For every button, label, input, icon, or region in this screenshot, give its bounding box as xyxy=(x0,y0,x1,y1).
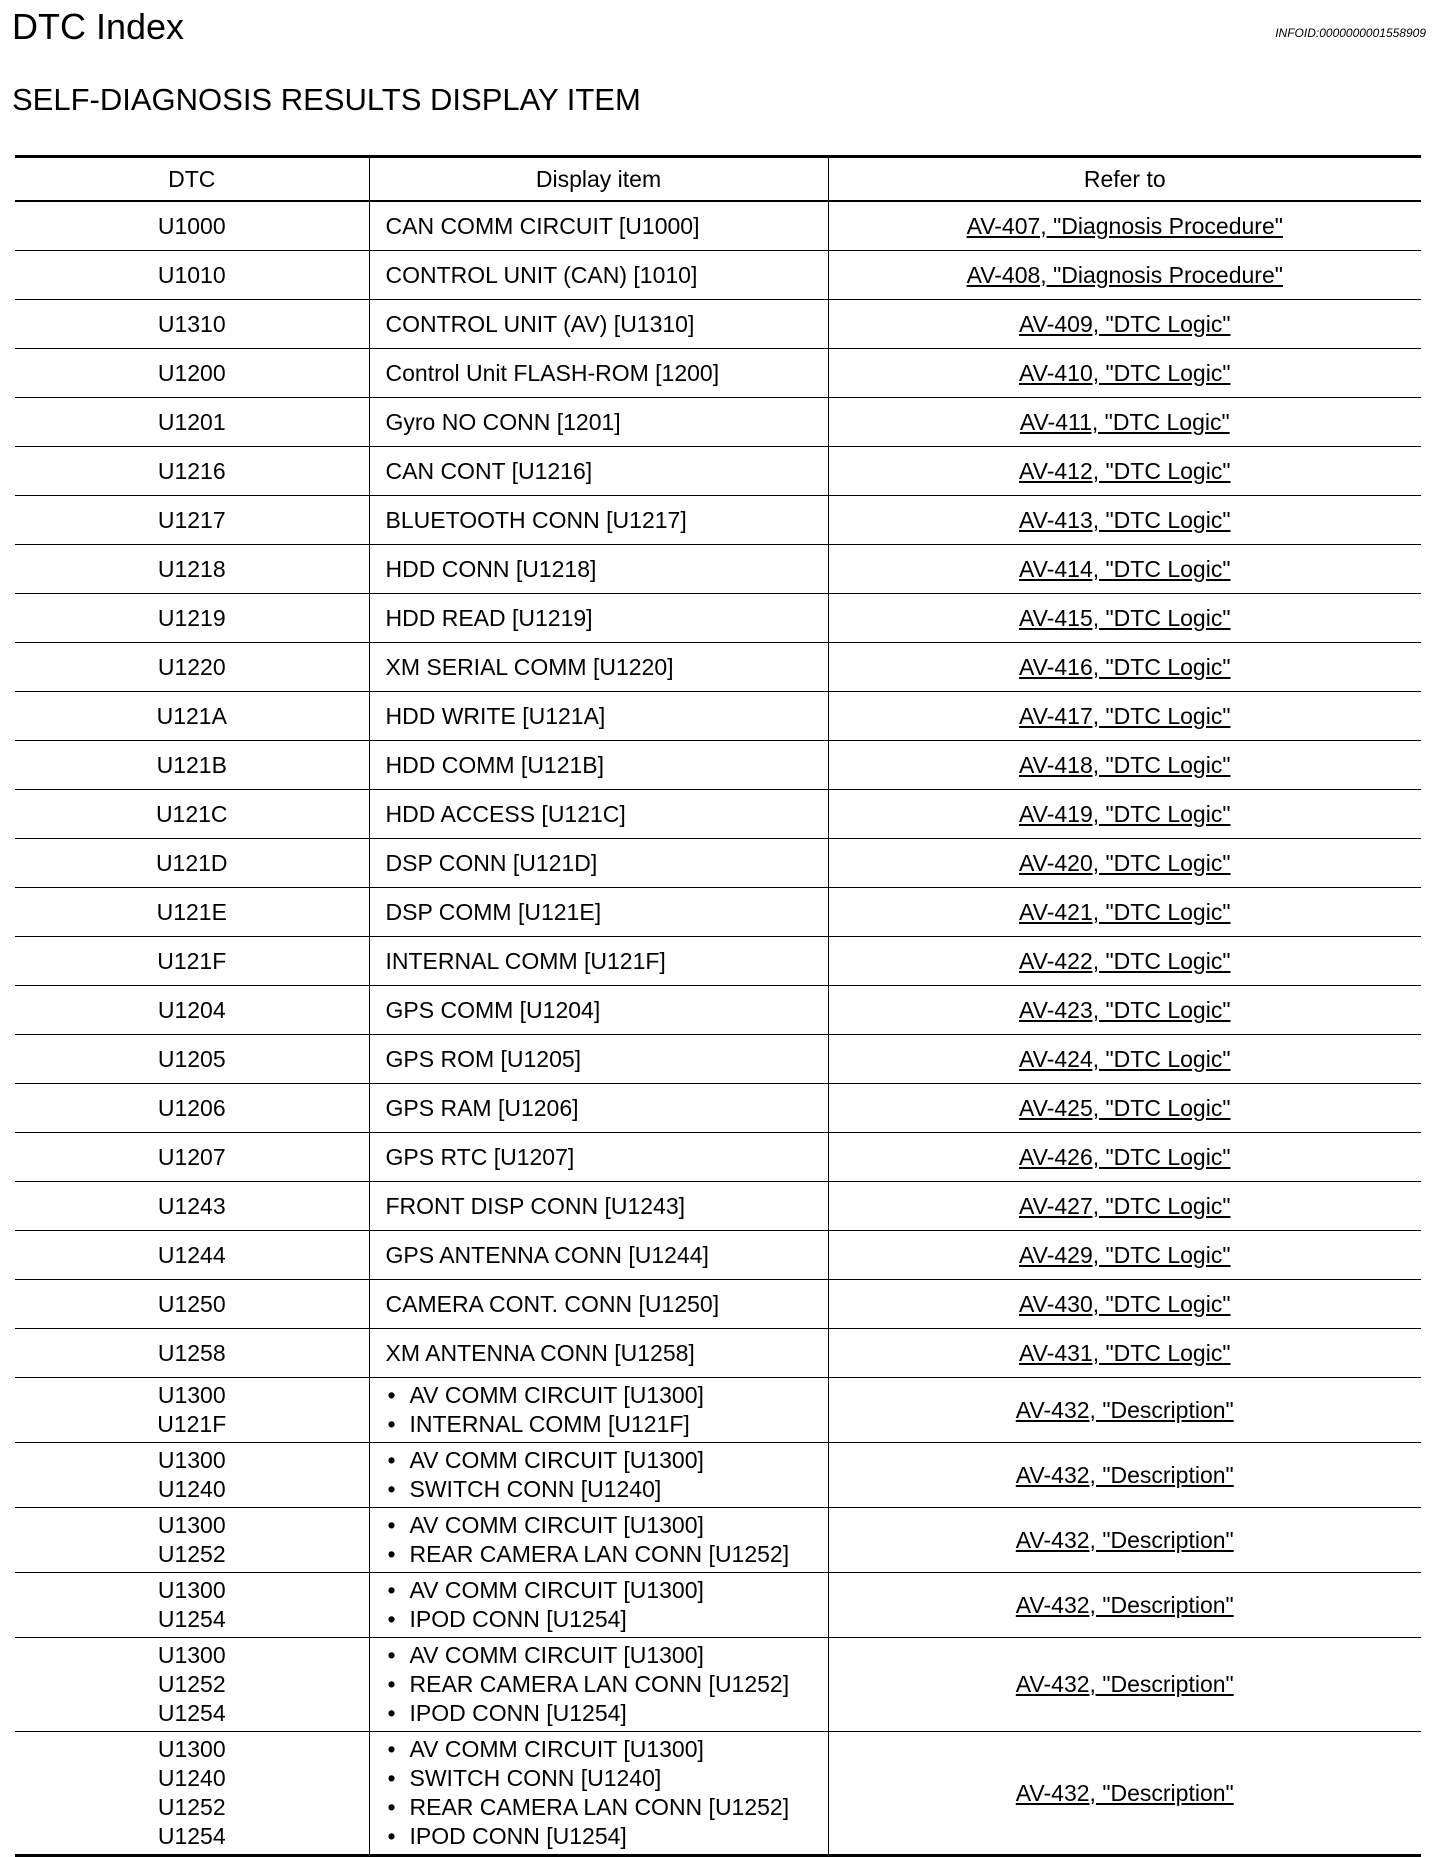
display-item-text: • REAR CAMERA LAN CONN [U1252] xyxy=(386,1670,812,1699)
table-row xyxy=(15,1133,1421,1182)
display-item-text: Gyro NO CONN [1201] xyxy=(385,408,621,435)
display-item-text: • REAR CAMERA LAN CONN [U1252] xyxy=(386,1793,812,1822)
dtc-cell xyxy=(15,201,369,251)
dtc-cell xyxy=(15,1508,369,1573)
dtc-cell xyxy=(15,349,369,398)
table-row xyxy=(15,1035,1421,1084)
display-item-cell xyxy=(369,1573,828,1638)
table-row xyxy=(15,986,1421,1035)
display-item-text: XM ANTENNA CONN [U1258] xyxy=(385,1339,695,1366)
table-row xyxy=(15,251,1421,300)
refer-to-cell xyxy=(828,496,1421,545)
refer-to-link[interactable]: AV-432, "Description" xyxy=(1015,1461,1234,1488)
refer-to-cell xyxy=(828,1231,1421,1280)
refer-to-cell xyxy=(828,349,1421,398)
dtc-cell xyxy=(15,1280,369,1329)
refer-to-cell xyxy=(828,1573,1421,1638)
display-item-list xyxy=(386,1735,812,1851)
display-item-text: GPS ANTENNA CONN [U1244] xyxy=(385,1241,709,1268)
refer-to-cell xyxy=(828,1638,1421,1732)
display-item-cell xyxy=(369,1231,828,1280)
dtc-code: U1240 xyxy=(157,1765,226,1791)
refer-to-cell xyxy=(828,1732,1421,1856)
table-row xyxy=(15,839,1421,888)
display-item-text: • AV COMM CIRCUIT [U1300] xyxy=(386,1381,812,1410)
refer-to-cell xyxy=(828,447,1421,496)
dtc-cell xyxy=(15,1182,369,1231)
dtc-cell xyxy=(15,1443,369,1508)
page-title: DTC Index xyxy=(12,6,185,47)
dtc-cell xyxy=(15,496,369,545)
refer-to-link[interactable]: AV-419, "DTC Logic" xyxy=(1019,800,1231,827)
table-row xyxy=(15,1378,1421,1443)
column-header-display-item: Display item xyxy=(369,157,828,202)
refer-to-cell xyxy=(828,790,1421,839)
refer-to-link[interactable]: AV-415, "DTC Logic" xyxy=(1019,604,1231,631)
refer-to-cell xyxy=(828,741,1421,790)
refer-to-link[interactable]: AV-414, "DTC Logic" xyxy=(1019,555,1231,582)
refer-to-cell xyxy=(828,986,1421,1035)
display-item-text: GPS ROM [U1205] xyxy=(385,1045,582,1072)
dtc-cell xyxy=(15,447,369,496)
display-item-text: Control Unit FLASH-ROM [1200] xyxy=(385,359,720,386)
info-id: INFOID:0000000001558909 xyxy=(1275,26,1426,40)
display-item-cell xyxy=(369,1329,828,1378)
display-item-list xyxy=(386,1381,812,1439)
display-item-cell xyxy=(369,986,828,1035)
refer-to-link[interactable]: AV-416, "DTC Logic" xyxy=(1019,653,1231,680)
display-item-text: • IPOD CONN [U1254] xyxy=(386,1605,812,1634)
dtc-code: U1218 xyxy=(157,555,226,582)
dtc-cell xyxy=(15,937,369,986)
display-item-cell xyxy=(369,398,828,447)
refer-to-link[interactable]: AV-411, "DTC Logic" xyxy=(1019,408,1230,435)
table-row xyxy=(15,1182,1421,1231)
dtc-code: U1219 xyxy=(157,604,226,631)
dtc-code: U1252 xyxy=(157,1794,226,1820)
table-row xyxy=(15,643,1421,692)
refer-to-cell xyxy=(828,594,1421,643)
dtc-cell xyxy=(15,1378,369,1443)
display-item-text: CONTROL UNIT (AV) [U1310] xyxy=(385,310,695,337)
dtc-cell xyxy=(15,1084,369,1133)
display-item-cell xyxy=(369,201,828,251)
dtc-cell xyxy=(15,251,369,300)
display-item-text: • REAR CAMERA LAN CONN [U1252] xyxy=(386,1540,812,1569)
dtc-code: U1243 xyxy=(157,1192,226,1219)
refer-to-cell xyxy=(828,839,1421,888)
dtc-code: U1205 xyxy=(157,1045,226,1072)
refer-to-cell xyxy=(828,1182,1421,1231)
display-item-text: HDD ACCESS [U121C] xyxy=(385,800,626,827)
dtc-code: U1220 xyxy=(157,653,226,680)
dtc-cell xyxy=(15,986,369,1035)
refer-to-cell xyxy=(828,1084,1421,1133)
dtc-cell xyxy=(15,1133,369,1182)
dtc-cell xyxy=(15,594,369,643)
column-header-dtc: DTC xyxy=(15,157,369,202)
display-item-text: GPS RAM [U1206] xyxy=(385,1094,579,1121)
refer-to-cell xyxy=(828,692,1421,741)
dtc-code: U1254 xyxy=(157,1606,226,1632)
display-item-cell xyxy=(369,545,828,594)
refer-to-cell xyxy=(828,1508,1421,1573)
display-item-list xyxy=(386,1446,812,1504)
dtc-index-table xyxy=(15,155,1421,1857)
dtc-cell xyxy=(15,545,369,594)
refer-to-link[interactable]: AV-408, "Diagnosis Procedure" xyxy=(966,261,1283,288)
refer-to-cell xyxy=(828,1329,1421,1378)
dtc-code: U1207 xyxy=(157,1143,226,1170)
dtc-code: U121C xyxy=(155,800,228,827)
refer-to-cell xyxy=(828,1035,1421,1084)
dtc-cell xyxy=(15,741,369,790)
table-row xyxy=(15,1732,1421,1856)
dtc-code: U1204 xyxy=(157,996,226,1023)
table-row xyxy=(15,790,1421,839)
refer-to-link[interactable]: AV-424, "DTC Logic" xyxy=(1019,1045,1231,1072)
display-item-text: • AV COMM CIRCUIT [U1300] xyxy=(386,1641,812,1670)
refer-to-link[interactable]: AV-432, "Description" xyxy=(1015,1779,1234,1806)
display-item-text: BLUETOOTH CONN [U1217] xyxy=(385,506,687,533)
display-item-cell xyxy=(369,1035,828,1084)
refer-to-link[interactable]: AV-425, "DTC Logic" xyxy=(1019,1094,1231,1121)
display-item-text: CAN COMM CIRCUIT [U1000] xyxy=(385,212,700,239)
display-item-text: • AV COMM CIRCUIT [U1300] xyxy=(386,1511,812,1540)
display-item-text: • SWITCH CONN [U1240] xyxy=(386,1764,812,1793)
dtc-code: U121D xyxy=(155,849,228,876)
refer-to-link[interactable]: AV-431, "DTC Logic" xyxy=(1019,1339,1231,1366)
display-item-text: CAMERA CONT. CONN [U1250] xyxy=(385,1290,720,1317)
dtc-code: U1206 xyxy=(157,1094,226,1121)
display-item-text: GPS COMM [U1204] xyxy=(385,996,601,1023)
dtc-cell xyxy=(15,888,369,937)
table-row xyxy=(15,1508,1421,1573)
display-item-cell xyxy=(369,594,828,643)
refer-to-link[interactable]: AV-422, "DTC Logic" xyxy=(1019,947,1231,974)
dtc-code: U1244 xyxy=(157,1241,226,1268)
dtc-code: U121F xyxy=(157,947,227,974)
display-item-cell xyxy=(369,1084,828,1133)
dtc-cell xyxy=(15,1573,369,1638)
display-item-cell xyxy=(369,1280,828,1329)
dtc-cell xyxy=(15,839,369,888)
refer-to-cell xyxy=(828,937,1421,986)
display-item-text: • SWITCH CONN [U1240] xyxy=(386,1475,812,1504)
dtc-cell xyxy=(15,790,369,839)
refer-to-cell xyxy=(828,1443,1421,1508)
display-item-text: HDD WRITE [U121A] xyxy=(385,702,606,729)
dtc-code: U1216 xyxy=(157,457,226,484)
table-row xyxy=(15,741,1421,790)
refer-to-link[interactable]: AV-427, "DTC Logic" xyxy=(1019,1192,1231,1219)
table-row xyxy=(15,349,1421,398)
display-item-cell xyxy=(369,1732,828,1856)
table-row xyxy=(15,447,1421,496)
refer-to-cell xyxy=(828,1378,1421,1443)
dtc-code: U1010 xyxy=(157,261,226,288)
display-item-text: CAN CONT [U1216] xyxy=(385,457,593,484)
display-item-text: FRONT DISP CONN [U1243] xyxy=(385,1192,686,1219)
display-item-cell xyxy=(369,1443,828,1508)
table-row xyxy=(15,1231,1421,1280)
table-row xyxy=(15,937,1421,986)
display-item-cell xyxy=(369,888,828,937)
table-row xyxy=(15,201,1421,251)
display-item-cell xyxy=(369,1378,828,1443)
refer-to-cell xyxy=(828,643,1421,692)
dtc-cell xyxy=(15,1035,369,1084)
table-row xyxy=(15,1573,1421,1638)
display-item-text: DSP CONN [U121D] xyxy=(385,849,598,876)
display-item-cell xyxy=(369,790,828,839)
refer-to-link[interactable]: AV-407, "Diagnosis Procedure" xyxy=(966,212,1283,239)
dtc-code: U121F xyxy=(157,1411,227,1437)
display-item-cell xyxy=(369,1182,828,1231)
display-item-text: XM SERIAL COMM [U1220] xyxy=(385,653,674,680)
refer-to-link[interactable]: AV-413, "DTC Logic" xyxy=(1019,506,1231,533)
table-row xyxy=(15,496,1421,545)
refer-to-link[interactable]: AV-418, "DTC Logic" xyxy=(1019,751,1231,778)
table-header xyxy=(15,157,1421,202)
table-row xyxy=(15,692,1421,741)
dtc-code: U1250 xyxy=(157,1290,226,1317)
dtc-cell xyxy=(15,300,369,349)
refer-to-link[interactable]: AV-409, "DTC Logic" xyxy=(1019,310,1231,337)
refer-to-cell xyxy=(828,251,1421,300)
dtc-cell xyxy=(15,1638,369,1732)
display-item-cell xyxy=(369,349,828,398)
dtc-code: U1240 xyxy=(157,1476,226,1502)
display-item-cell xyxy=(369,496,828,545)
refer-to-link[interactable]: AV-426, "DTC Logic" xyxy=(1019,1143,1231,1170)
dtc-cell xyxy=(15,1329,369,1378)
dtc-code: U121B xyxy=(156,751,227,778)
display-item-cell xyxy=(369,1133,828,1182)
table-row xyxy=(15,545,1421,594)
display-item-text: • AV COMM CIRCUIT [U1300] xyxy=(386,1576,812,1605)
dtc-code: U1000 xyxy=(157,212,226,239)
display-item-cell xyxy=(369,741,828,790)
dtc-code: U1300 xyxy=(157,1447,226,1473)
refer-to-link[interactable]: AV-430, "DTC Logic" xyxy=(1019,1290,1231,1317)
dtc-code: U1201 xyxy=(157,408,226,435)
dtc-code: U1300 xyxy=(157,1382,226,1408)
header-row xyxy=(15,157,1421,202)
section-title: SELF-DIAGNOSIS RESULTS DISPLAY ITEM xyxy=(12,82,641,117)
refer-to-link[interactable]: AV-432, "Description" xyxy=(1015,1671,1234,1697)
table-row xyxy=(15,398,1421,447)
dtc-code: U1300 xyxy=(157,1642,226,1668)
refer-to-link[interactable]: AV-421, "DTC Logic" xyxy=(1019,898,1231,925)
dtc-code: U1310 xyxy=(157,310,226,337)
dtc-cell xyxy=(15,1231,369,1280)
dtc-cell xyxy=(15,643,369,692)
dtc-code: U1300 xyxy=(157,1577,226,1603)
dtc-code: U1200 xyxy=(157,359,226,386)
display-item-cell xyxy=(369,251,828,300)
display-item-cell xyxy=(369,692,828,741)
table-row xyxy=(15,1280,1421,1329)
refer-to-cell xyxy=(828,201,1421,251)
display-item-list xyxy=(386,1576,812,1634)
refer-to-cell xyxy=(828,545,1421,594)
display-item-text: HDD CONN [U1218] xyxy=(385,555,597,582)
dtc-code: U1300 xyxy=(157,1512,226,1538)
dtc-code: U1254 xyxy=(157,1823,226,1849)
display-item-cell xyxy=(369,447,828,496)
dtc-code: U1300 xyxy=(157,1736,226,1762)
column-header-refer-to: Refer to xyxy=(828,157,1421,202)
refer-to-cell xyxy=(828,300,1421,349)
dtc-cell xyxy=(15,398,369,447)
display-item-text: CONTROL UNIT (CAN) [1010] xyxy=(385,261,698,288)
display-item-cell xyxy=(369,1638,828,1732)
table-row xyxy=(15,594,1421,643)
refer-to-cell xyxy=(828,398,1421,447)
refer-to-link[interactable]: AV-417, "DTC Logic" xyxy=(1019,702,1231,729)
refer-to-link[interactable]: AV-432, "Description" xyxy=(1015,1591,1234,1618)
display-item-cell xyxy=(369,1508,828,1573)
display-item-text: HDD READ [U1219] xyxy=(385,604,593,631)
refer-to-link[interactable]: AV-432, "Description" xyxy=(1015,1526,1234,1553)
dtc-code: U1252 xyxy=(157,1671,226,1697)
refer-to-cell xyxy=(828,1280,1421,1329)
table-row xyxy=(15,300,1421,349)
display-item-cell xyxy=(369,937,828,986)
refer-to-link[interactable]: AV-420, "DTC Logic" xyxy=(1019,849,1231,876)
display-item-list xyxy=(386,1511,812,1569)
dtc-code: U121A xyxy=(156,702,227,729)
table-row xyxy=(15,1329,1421,1378)
display-item-list xyxy=(386,1641,812,1728)
refer-to-link[interactable]: AV-412, "DTC Logic" xyxy=(1019,457,1231,484)
refer-to-cell xyxy=(828,1133,1421,1182)
display-item-text: HDD COMM [U121B] xyxy=(385,751,605,778)
display-item-text: • IPOD CONN [U1254] xyxy=(386,1699,812,1728)
display-item-text: INTERNAL COMM [U121F] xyxy=(385,947,666,974)
display-item-text: • IPOD CONN [U1254] xyxy=(386,1822,812,1851)
display-item-text: DSP COMM [U121E] xyxy=(385,898,602,925)
dtc-code: U1258 xyxy=(157,1339,226,1366)
dtc-cell xyxy=(15,692,369,741)
table-row xyxy=(15,1638,1421,1732)
dtc-code: U1254 xyxy=(157,1700,226,1726)
refer-to-link[interactable]: AV-429, "DTC Logic" xyxy=(1019,1241,1231,1268)
display-item-text: • INTERNAL COMM [U121F] xyxy=(386,1410,812,1439)
dtc-code: U121E xyxy=(156,898,227,925)
table-row xyxy=(15,888,1421,937)
display-item-cell xyxy=(369,839,828,888)
table-row xyxy=(15,1443,1421,1508)
display-item-cell xyxy=(369,643,828,692)
table-body xyxy=(15,201,1421,1856)
display-item-text: • AV COMM CIRCUIT [U1300] xyxy=(386,1446,812,1475)
table-row xyxy=(15,1084,1421,1133)
refer-to-link[interactable]: AV-432, "Description" xyxy=(1015,1396,1234,1423)
display-item-text: GPS RTC [U1207] xyxy=(385,1143,575,1170)
refer-to-cell xyxy=(828,888,1421,937)
display-item-cell xyxy=(369,300,828,349)
refer-to-link[interactable]: AV-410, "DTC Logic" xyxy=(1019,359,1231,386)
dtc-code: U1252 xyxy=(157,1541,226,1567)
dtc-cell xyxy=(15,1732,369,1856)
display-item-text: • AV COMM CIRCUIT [U1300] xyxy=(386,1735,812,1764)
refer-to-link[interactable]: AV-423, "DTC Logic" xyxy=(1019,996,1231,1023)
dtc-code: U1217 xyxy=(157,506,226,533)
